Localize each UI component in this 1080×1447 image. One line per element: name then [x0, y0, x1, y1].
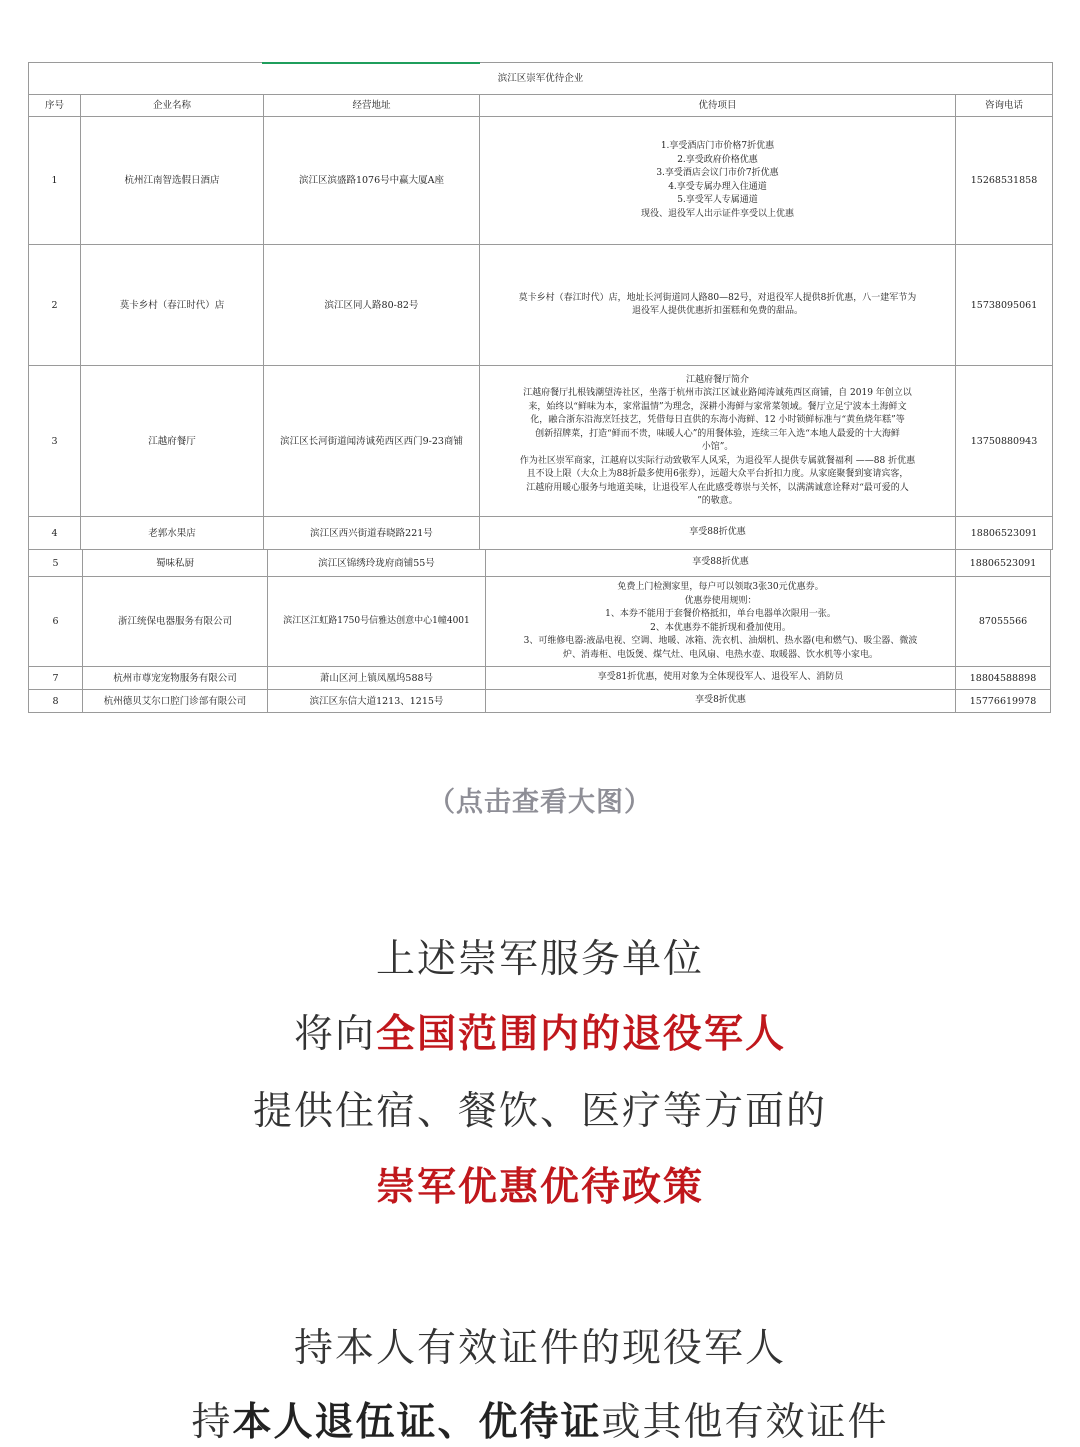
row-number: 3: [29, 366, 81, 517]
company-name: 杭州德贝艾尔口腔门诊部有限公司: [83, 690, 268, 713]
company-address: 滨江区锦绣玲珑府商铺55号: [268, 550, 486, 577]
benefit-line: 2.享受政府价格优惠: [677, 154, 758, 165]
benefit-line: 2、本优惠券不能折现和叠加使用。: [650, 622, 791, 633]
benefit-line: 享受88折优惠: [692, 557, 749, 568]
sheet-tab-indicator: [262, 62, 480, 64]
table-row: [29, 667, 1051, 690]
company-name: 江越府餐厅: [81, 366, 264, 517]
benefit-line: 江越府用暖心服务与地道美味，让退役军人在此感受尊崇与关怀，以满满诚意诠释对“最可爱的人: [526, 482, 909, 493]
company-address: 滨江区江虹路1750号信雅达创意中心1幢4001: [268, 577, 486, 667]
benefit-description: [486, 690, 956, 713]
company-name: 莫卡乡村（春江时代）店: [81, 245, 264, 366]
para1-line2-pre: 将向: [293, 1012, 376, 1057]
company-address: 萧山区河上镇凤凰坞588号: [268, 667, 486, 690]
benefit-line: 创新招牌菜，打造“鲜而不贵，味暖人心”的用餐体验，连续三年入选“本地人最爱的十大海鲜: [535, 428, 900, 439]
benefit-line: 享受81折优惠，使用对象为全体现役军人、退役军人、消防员: [597, 672, 844, 683]
contact-phone: 13750880943: [956, 366, 1053, 517]
benefit-table-image[interactable]: [28, 62, 1052, 727]
table-row: [29, 117, 1053, 245]
company-address: 滨江区同人路80-82号: [264, 245, 480, 366]
company-address: 滨江区滨盛路1076号中赢大厦A座: [264, 117, 480, 245]
benefit-description: [480, 517, 956, 550]
benefit-description: [486, 667, 956, 690]
table-row: [29, 550, 1051, 577]
para1-line4-highlight: 崇军优惠优待政策: [375, 1165, 704, 1210]
row-number: 7: [29, 667, 83, 690]
benefit-line: 现役、退役军人出示证件享受以上优惠: [640, 208, 794, 219]
table-header-cell: 优待项目: [480, 95, 956, 117]
row-number: 5: [29, 550, 83, 577]
benefit-line: 作为社区崇军商家，江越府以实际行动致敬军人风采，为退役军人提供专属就餐福利 ——88 折优惠: [519, 455, 916, 466]
para2-line2-post: 或其他有效证件: [601, 1400, 889, 1445]
para2-line2-bold: 本人退伍证、优待证: [232, 1400, 602, 1445]
benefit-line: 5.享受军人专属通道: [677, 195, 758, 205]
table-header-cell: 经营地址: [264, 95, 480, 117]
table-title: 滨江区崇军优待企业: [29, 63, 1053, 95]
table-row: [29, 366, 1053, 517]
benefit-description: [486, 577, 956, 667]
table-header-cell: 企业名称: [81, 95, 264, 117]
para1-line2: [0, 1003, 1080, 1059]
table-header-cell: 序号: [29, 95, 81, 117]
benefit-line: 1.享受酒店门市价格7折优惠: [660, 141, 775, 151]
para1-line1: 上述崇军服务单位: [375, 937, 704, 982]
row-number: 6: [29, 577, 83, 667]
contact-phone: 18806523091: [956, 550, 1051, 577]
table-row: [29, 245, 1053, 366]
benefit-line: 3、可维修电器:液晶电视、空调、地暖、冰箱、洗衣机、油烟机、热水器(电和燃气)、吸尘器、微波: [523, 636, 918, 646]
row-number: 8: [29, 690, 83, 713]
company-address: 滨江区西兴街道春晓路221号: [264, 517, 480, 550]
benefit-line: 退役军人提供优惠折扣蛋糕和免费的甜品。: [631, 306, 803, 316]
benefit-line: 江越府餐厅简介: [685, 374, 749, 385]
benefit-line: 且不设上限（大众上为88折最多使用6张券），远超大众平台折扣力度。从家庭聚餐到宴请宾客，: [526, 469, 909, 479]
contact-phone: 87055566: [956, 577, 1051, 667]
benefit-description: [480, 117, 956, 245]
row-number: 4: [29, 517, 81, 550]
contact-phone: 15738095061: [956, 245, 1053, 366]
table-title-row: [29, 63, 1053, 95]
benefit-line: 享受88折优惠: [689, 527, 746, 538]
benefit-line: 江越府餐厅扎根钱潮望涛社区，坐落于杭州市滨江区诚业路闻涛诚苑西区商铺，自 2019 年创立以: [523, 388, 912, 398]
table-row: [29, 690, 1051, 713]
view-large-image-caption[interactable]: （点击查看大图）: [428, 787, 652, 818]
company-name: 浙江统保电器服务有限公司: [83, 577, 268, 667]
benefit-description: [486, 550, 956, 577]
contact-phone: 15268531858: [956, 117, 1053, 245]
company-name: 杭州江南智选假日酒店: [81, 117, 264, 245]
table-header-row: [29, 95, 1053, 117]
company-address: 滨江区长河街道闻涛诚苑西区西门9-23商铺: [264, 366, 480, 517]
para1-line2-highlight: 全国范围内的退役军人: [376, 1012, 787, 1057]
benefit-line: 小馆”。: [701, 442, 734, 452]
contact-phone: 18806523091: [956, 517, 1053, 550]
benefit-line: 莫卡乡村（春江时代）店，地址长河街道同人路80—82号，对退役军人提供8折优惠，八一建军节为: [518, 292, 917, 303]
benefit-line: 来，始终以“鲜味为本，家常温情”为理念，深耕小海鲜与家常菜领域。餐厅立足宁波本土海鲜文: [528, 401, 907, 412]
benefit-line: ”的敬意。: [697, 496, 738, 506]
para2-line2-pre: 持: [191, 1400, 233, 1445]
benefit-line: 享受8折优惠: [695, 695, 746, 706]
benefit-line: 4.享受专属办理入住通道: [668, 181, 767, 192]
contact-phone: 15776619978: [956, 690, 1051, 713]
table-row: [29, 517, 1053, 550]
para1-line3: 提供住宿、餐饮、医疗等方面的: [252, 1089, 827, 1134]
benefit-line: 炉、消毒柜、电饭煲、煤气灶、电风扇、电热水壶、取暖器、饮水机等小家电。: [562, 649, 878, 660]
company-name: 杭州市尊宠宠物服务有限公司: [83, 667, 268, 690]
benefit-description: [480, 245, 956, 366]
table-row: [29, 577, 1051, 667]
row-number: 2: [29, 245, 81, 366]
benefit-line: 化，融合浙东沿海烹饪技艺，凭借每日直供的东海小海鲜、12 小时锁鲜标准与“黄鱼烧年糕”等: [530, 415, 905, 425]
contact-phone: 18804588898: [956, 667, 1051, 690]
benefit-line: 免费上门检测家里，每户可以领取3张30元优惠券。: [617, 582, 824, 592]
benefit-line: 1、本券不能用于套餐价格抵扣，单台电器单次限用一张。: [605, 609, 836, 619]
para2-line1: 持本人有效证件的现役军人: [293, 1326, 786, 1371]
table-header-cell: 咨询电话: [956, 95, 1053, 117]
company-name: 老郭水果店: [81, 517, 264, 550]
row-number: 1: [29, 117, 81, 245]
company-name: 蜀味私厨: [83, 550, 268, 577]
benefit-description: [480, 366, 956, 517]
company-address: 滨江区东信大道1213、1215号: [268, 690, 486, 713]
benefit-line: 3.享受酒店会议门市价7折优惠: [656, 168, 779, 178]
benefit-line: 优惠券使用规则：: [684, 595, 757, 606]
